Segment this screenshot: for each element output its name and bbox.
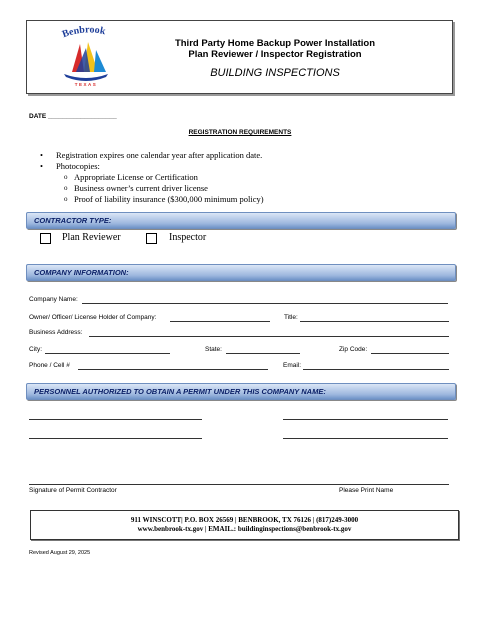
city-label: City: xyxy=(29,346,42,353)
personnel-bar xyxy=(26,383,456,400)
inspector-label: Inspector xyxy=(169,232,207,243)
title-field[interactable] xyxy=(300,321,449,322)
plan-reviewer-checkbox[interactable] xyxy=(40,233,51,244)
plan-reviewer-label: Plan Reviewer xyxy=(62,232,121,243)
title-line-1: Third Party Home Backup Power Installation xyxy=(174,38,376,49)
email-field[interactable] xyxy=(303,369,449,370)
company-name-label: Company Name: xyxy=(29,296,78,303)
logo-subtext: TEXAS xyxy=(74,82,98,87)
logo-text: Benbrook xyxy=(60,26,107,41)
zip-field[interactable] xyxy=(371,353,449,354)
zip-label: Zip Code: xyxy=(339,346,368,353)
list-item: • Registration expires one calendar year after application date. xyxy=(40,150,263,160)
company-name-field[interactable] xyxy=(82,303,448,304)
state-field[interactable] xyxy=(226,353,300,354)
title-line-2: Plan Reviewer / Inspector Registration xyxy=(188,49,362,60)
personnel-heading: PERSONNEL AUTHORIZED TO OBTAIN A PERMIT UNDER THIS COMPANY NAME: xyxy=(34,387,326,396)
contractor-type-bar xyxy=(26,212,456,229)
signature-line[interactable] xyxy=(29,484,449,485)
company-info-heading: COMPANY INFORMATION: xyxy=(34,268,129,277)
contractor-type-heading: CONTRACTOR TYPE: xyxy=(34,216,112,225)
list-subitem: o Business owner’s current driver license xyxy=(64,183,208,193)
state-label: State: xyxy=(205,346,222,353)
address-label: Business Address: xyxy=(29,329,83,336)
owner-field[interactable] xyxy=(170,321,270,322)
phone-field[interactable] xyxy=(78,369,268,370)
footer-contact: www.benbrook-tx.gov | EMAIL.: buildinginspections@benbrook-tx.gov xyxy=(137,525,352,533)
company-info-bar xyxy=(26,264,456,281)
personnel-field[interactable] xyxy=(29,438,202,439)
requirements-list xyxy=(40,150,264,205)
title-label: Title: xyxy=(284,314,298,321)
footer-box xyxy=(30,510,459,540)
personnel-field[interactable] xyxy=(283,419,448,420)
owner-label: Owner/ Officer/ License Holder of Company: xyxy=(29,314,157,321)
footer-address: 911 WINSCOTT| P.O. BOX 26569 | BENBROOK, TX 76126 | (817)249-3000 xyxy=(130,516,359,524)
phone-label: Phone / Cell # xyxy=(29,362,70,369)
list-subitem: o Appropriate License or Certification xyxy=(64,172,198,182)
list-item: • Photocopies: xyxy=(40,161,100,171)
address-field[interactable] xyxy=(89,336,449,337)
requirements-heading: REGISTRATION REQUIREMENTS xyxy=(188,129,292,136)
print-name-label: Please Print Name xyxy=(339,487,394,494)
list-subitem: o Proof of liability insurance ($300,000 minimum policy) xyxy=(64,194,264,204)
city-field[interactable] xyxy=(45,353,170,354)
email-label: Email: xyxy=(283,362,302,369)
inspector-checkbox[interactable] xyxy=(146,233,157,244)
department-title: BUILDING INSPECTIONS xyxy=(210,67,340,79)
benbrook-logo xyxy=(50,26,122,88)
revised-date: Revised August 29, 2025 xyxy=(29,550,91,556)
svg-text:Benbrook xyxy=(61,26,107,40)
personnel-field[interactable] xyxy=(283,438,448,439)
signature-label: Signature of Permit Contractor xyxy=(29,487,117,494)
personnel-field[interactable] xyxy=(29,419,202,420)
date-field[interactable]: DATE ___________________ xyxy=(29,113,117,120)
